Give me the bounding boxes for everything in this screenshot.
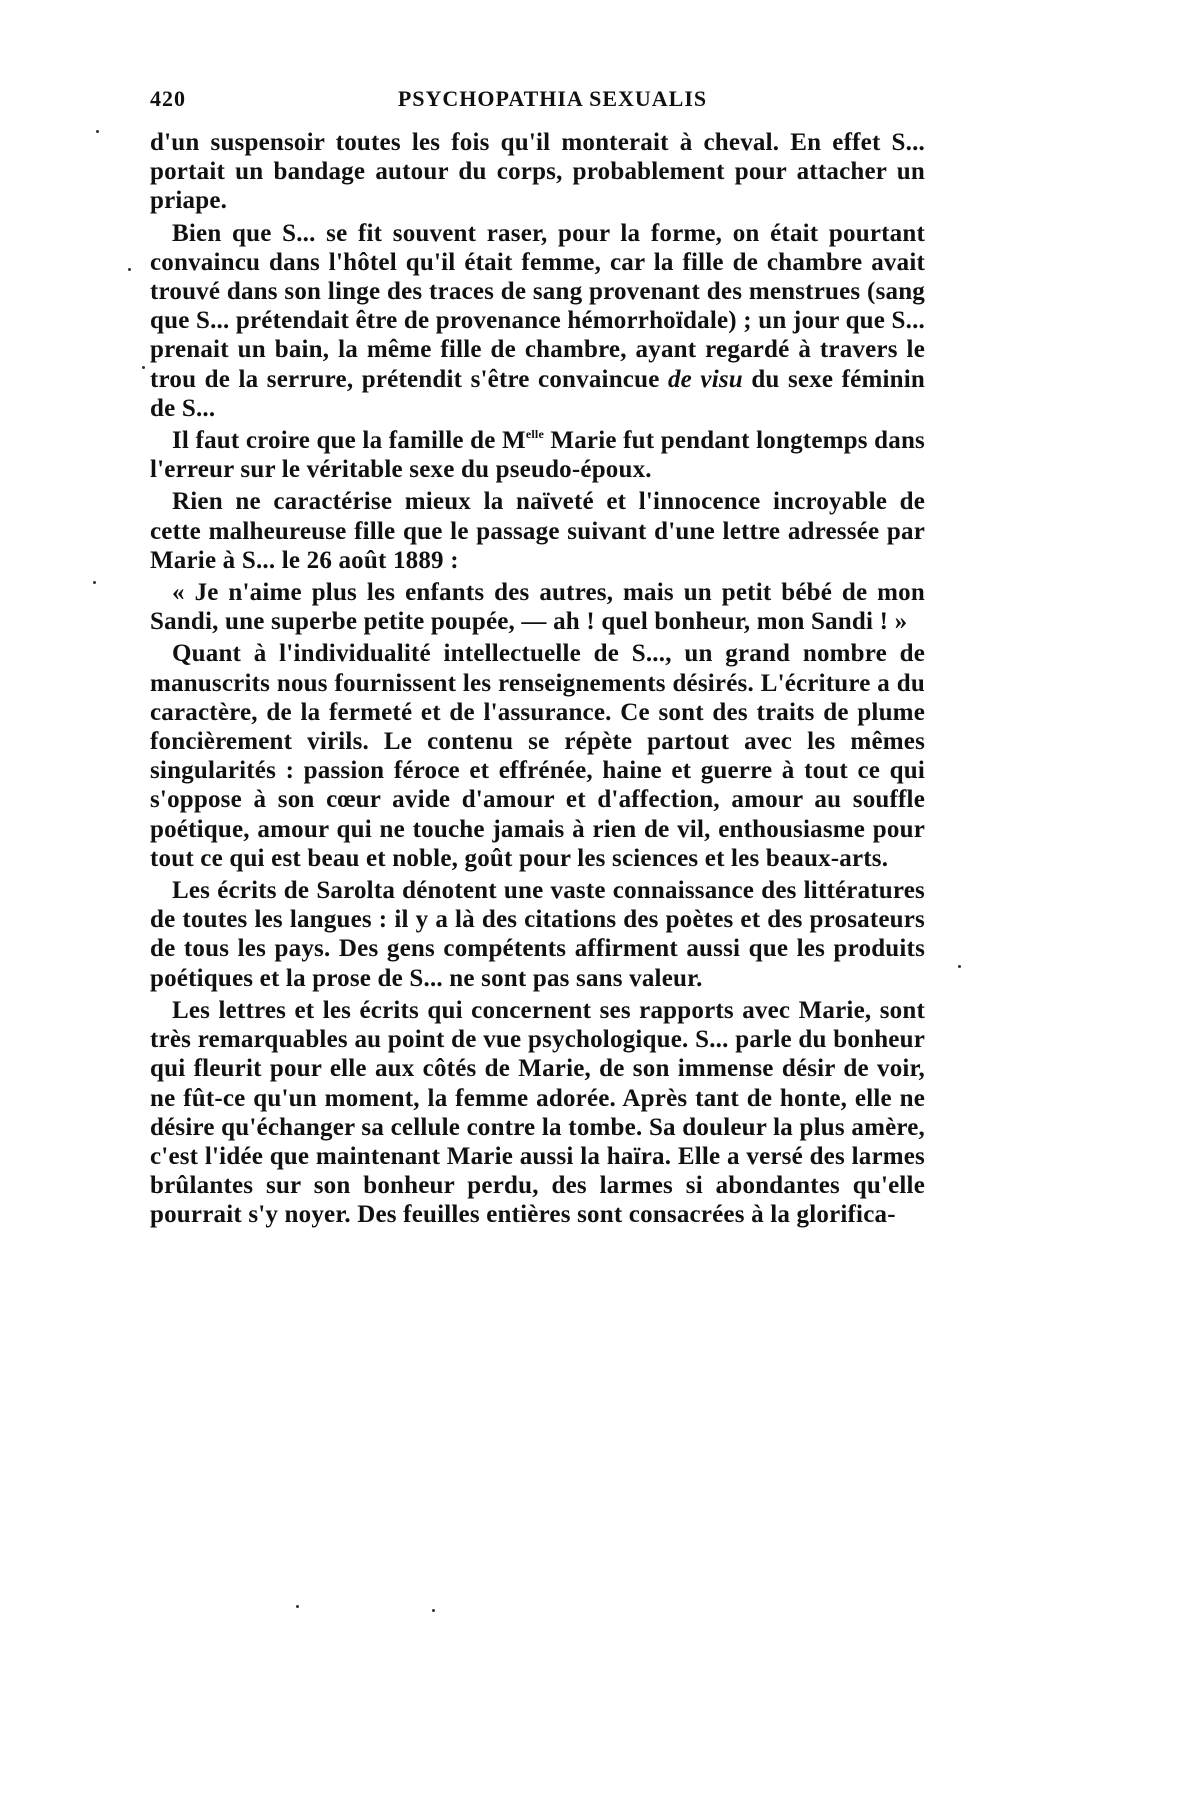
superscript: elle xyxy=(525,427,544,442)
page-number: 420 xyxy=(150,86,186,111)
latin-phrase: de visu xyxy=(667,365,743,393)
quoted-letter: « Je n'aime plus les enfants des autres, mais un petit bébé de mon Sandi, une superbe petite poupée, — ah ! quel bonheur, mon Sandi ! » xyxy=(150,579,925,636)
scan-speck xyxy=(96,130,99,133)
scan-speck xyxy=(296,1605,299,1608)
scan-speck xyxy=(958,965,961,968)
paragraph: Les lettres et les écrits qui concernent ses rapports avec Marie, sont très remarquables au point de vue psychologique. S... parle du bonheur qui fleurit pour elle aux côtés de Marie, de son immense désir de voir, ne fût-ce qu'un moment, la femme adorée. Après tant de honte, elle ne désire qu'échanger sa cellule contre la tombe. Sa douleur la plus amère, c'est l'idée que maintenant Marie aussi la haïra. Elle a versé des larmes brûlantes sur son bonheur perdu, des larmes si abondantes qu'elle pourrait s'y noyer. Des feuilles entières sont consacrées à la glorifica- xyxy=(150,996,925,1229)
scan-speck xyxy=(93,581,96,584)
paragraph: Rien ne caractérise mieux la naïveté et l'innocence incroyable de cette malheureuse fille que le passage suivant d'une lettre adressée par Marie à S... le 26 août 1889 : xyxy=(150,488,925,574)
running-title: PSYCHOPATHIA SEXUALIS xyxy=(397,86,708,111)
scan-speck xyxy=(432,1609,435,1612)
body-text xyxy=(150,128,925,1233)
paragraph: Il faut croire que la famille de $M^{elle}$ Marie fut pendant longtemps dans l'erreur sur le véritable sexe du pseudo-époux. xyxy=(150,427,925,484)
paragraph: Quant à l'individualité intellectuelle de S..., un grand nombre de manuscrits nous fournissent les renseignements désirés. L'écriture a du caractère, de la fermeté et de l'assurance. Ce sont des traits de plume foncièrement virils. Le contenu se répète partout avec les mêmes singularités : passion féroce et effrénée, haine et guerre à tout ce qui s'oppose à son cœur avide d'amour et d'affection, amour au souffle poétique, amour qui ne touche jamais à rien de vil, enthousiasme pour tout ce qui est beau et noble, goût pour les sciences et les beaux-arts. xyxy=(150,640,925,872)
scan-speck xyxy=(128,268,131,271)
paragraph: Les écrits de Sarolta dénotent une vaste connaissance des littératures de toutes les langues : il y a là des citations des poètes et des prosateurs de tous les pays. Des gens compétents affirment aussi que les produits poétiques et la prose de S... ne sont pas sans valeur. xyxy=(150,877,925,992)
paragraph: Bien que S... se fit souvent raser, pour la forme, on était pourtant convaincu dans l'hôtel qu'il était femme, car la fille de chambre avait trouvé dans son linge des traces de sang provenant des menstrues (sang que S... prétendait être de provenance hémorrhoïdale) ; un jour que S... prenait un bain, la même fille de chambre, ayant regardé à travers le trou de la serrure, prétendit s'être convaincue de visu du sexe féminin de S... xyxy=(150,219,925,422)
scan-speck xyxy=(142,366,145,369)
page-header xyxy=(150,86,925,116)
paragraph-continued: d'un suspensoir toutes les fois qu'il monterait à cheval. En effet S... portait un bandage autour du corps, probablement pour attacher un priape. xyxy=(150,129,925,215)
